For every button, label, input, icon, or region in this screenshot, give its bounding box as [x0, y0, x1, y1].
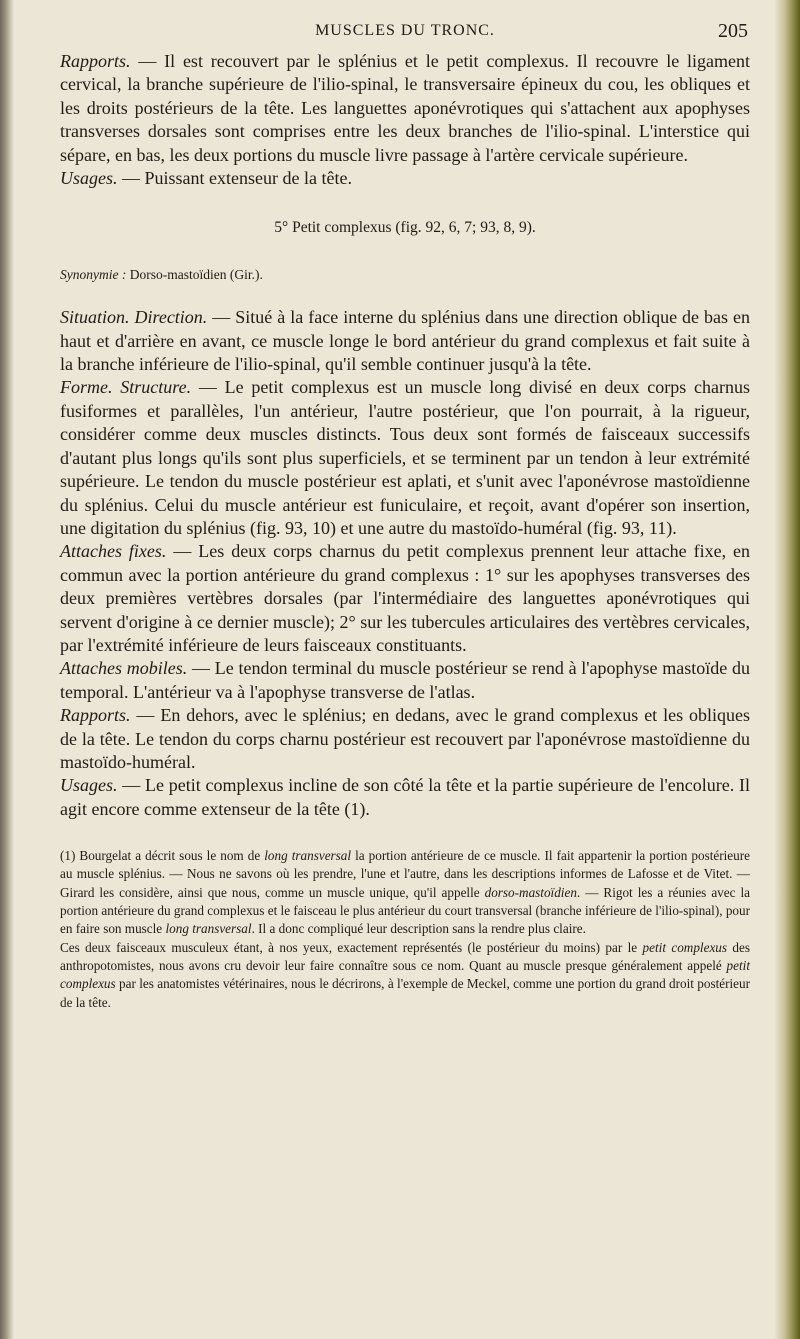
- paragraph-attaches-fixes: [60, 540, 750, 657]
- paragraph-usages-top: [60, 167, 750, 190]
- footnote-text: des anthropotomistes, nous avons cru devoir leur faire connaître sous ce nom. Quant au muscle presque généralement appelé: [60, 939, 750, 973]
- page-left-edge-shadow: [0, 0, 14, 1339]
- section-heading: 5° Petit complexus (fig. 92, 6, 7; 93, 8, 9).: [274, 219, 536, 237]
- footnote-1-continued: [60, 939, 750, 1012]
- paragraph-text: — Il est recouvert par le splénius et le petit complexus. Il recouvre le ligament cervical, la branche supérieure de l'ilio-spinal, le transversaire épineux du cou, les obliques et les droits postérieurs de la tête. Les languettes aponévrotiques qui s'attachent aux apophyses transverses dorsales sont comprises entre les deux branches de l'ilio-spinal. L'interstice qui sépare, en bas, les deux portions du muscle livre passage à l'artère cervicale supérieure.: [60, 51, 750, 165]
- paragraph-usages: [60, 774, 750, 821]
- paragraph-forme: [60, 376, 750, 540]
- footnote-text: par les anatomistes vétérinaires, nous le décrirons, à l'exemple de Meckel, comme une portion du grand droit postérieur de la tête.: [60, 976, 750, 1010]
- book-page: [60, 14, 750, 1012]
- synonymie-line: [60, 263, 750, 286]
- synonymie-text: Dorso-mastoïdien (Gir.).: [126, 266, 263, 282]
- footnote-text: Ces deux faisceaux musculeux étant, à nos yeux, exactement représentés (le postérieur du moins) par le: [60, 939, 643, 955]
- footnote-emphasis: petit complexus: [642, 939, 728, 955]
- paragraph-label: Forme. Structure.: [60, 377, 192, 398]
- footnote-emphasis: dorso-mastoïdien: [484, 884, 577, 900]
- footnote-emphasis: petit complexus: [60, 957, 750, 992]
- paragraph-text: — Le petit complexus est un muscle long divisé en deux corps charnus fusiformes et parallèles, l'un antérieur, l'autre postérieur, que l'on pourrait, à la rigueur, considérer comme deux muscles distincts. Tous deux sont formés de faisceaux successifs d'autant plus longs qu'ils sont plus superficiels, et se terminent par un tendon à leur extrémité supérieure. Le tendon du muscle postérieur est aplati, et s'unit avec l'aponévrose mastoïdienne du splénius. Celui du muscle antérieur est funiculaire, et reçoit, avant d'opérer son insertion, une digitation du splénius (fig. 93, 10) et une autre du mastoïdo-huméral (fig. 93, 11).: [60, 377, 751, 538]
- footnote-emphasis: long transversal: [165, 921, 252, 937]
- footnote-text: . — Rigot les a réunies avec la portion antérieure du grand complexus et le faisceau le plus antérieur du court transversal (branche inférieure de l'ilio-spinal), pour en faire son muscle: [60, 884, 750, 937]
- paragraph-situation: [60, 306, 750, 376]
- paragraph-attaches-mobiles: [60, 657, 750, 704]
- footnote-text: (1) Bourgelat a décrit sous le nom de: [60, 848, 265, 864]
- body-text: [60, 50, 750, 821]
- footnote-text: la portion antérieure de ce muscle. Il fait appartenir la portion postérieure au muscle splénius. — Nous ne savons où les prendre, l'une et l'autre, dans les descriptions informes de Lafosse et de Vitet. — Girard les considère, ainsi que nous, comme un muscle unique, qu'il appelle: [60, 848, 750, 900]
- paragraph-text: — Le tendon terminal du muscle postérieur se rend à l'apophyse mastoïde du temporal. L'antérieur va à l'apophyse transverse de l'atlas.: [60, 658, 751, 702]
- paragraph-rapports-top: [60, 50, 750, 167]
- paragraph-label: Usages.: [60, 775, 118, 796]
- paragraph-text: — Les deux corps charnus du petit complexus prennent leur attache fixe, en commun avec la portion antérieure du grand complexus : 1° sur les apophyses transverses des deux premières vertèbres dorsales (par l'intermédiaire des languettes aponévrotiques qui servent d'origine à ce dernier muscle); 2° sur les tubercules articulaires des vertèbres cervicales, par l'extrémité inférieure de leurs faisceaux constituants.: [60, 541, 751, 655]
- paragraph-label: Usages.: [60, 168, 118, 189]
- paragraph-text: — Puissant extenseur de la tête.: [117, 168, 352, 189]
- paragraph-text: — Situé à la face interne du splénius dans une direction oblique de bas en haut et d'arrière en avant, ce muscle longe le bord antérieur du grand complexus et fait suite à la branche inférieure de l'ilio-spinal, qu'il semble continuer jusqu'à la tête.: [60, 307, 750, 375]
- footnote-1: [60, 847, 750, 938]
- paragraph-text: — En dehors, avec le splénius; en dedans, avec le grand complexus et les obliques de la tête. Le tendon du corps charnu postérieur est recouvert par l'aponévrose mastoïdienne du mastoïdo-huméral.: [60, 705, 750, 772]
- footnote-emphasis: long transversal: [264, 848, 352, 864]
- paragraph-label: Attaches fixes.: [60, 541, 167, 562]
- paragraph-rapports: [60, 704, 750, 774]
- synonymie-label: Synonymie :: [60, 266, 127, 282]
- footnotes: [60, 847, 750, 1012]
- footnote-text: . Il a donc compliqué leur description sans la rendre plus claire.: [251, 921, 586, 937]
- paragraph-label: Attaches mobiles.: [60, 658, 188, 679]
- page-number: 205: [718, 20, 748, 42]
- page-right-edge-shadow: [774, 0, 800, 1339]
- paragraph-label: Rapports.: [60, 705, 131, 726]
- paragraph-label: Situation. Direction.: [60, 307, 208, 328]
- running-head: [60, 14, 750, 50]
- paragraph-label: Rapports.: [60, 51, 131, 71]
- paragraph-text: — Le petit complexus incline de son côté la tête et la partie supérieure de l'encolure. Il agit encore comme extenseur de la tête (1).: [60, 775, 750, 819]
- running-title: MUSCLES DU TRONC.: [315, 22, 495, 39]
